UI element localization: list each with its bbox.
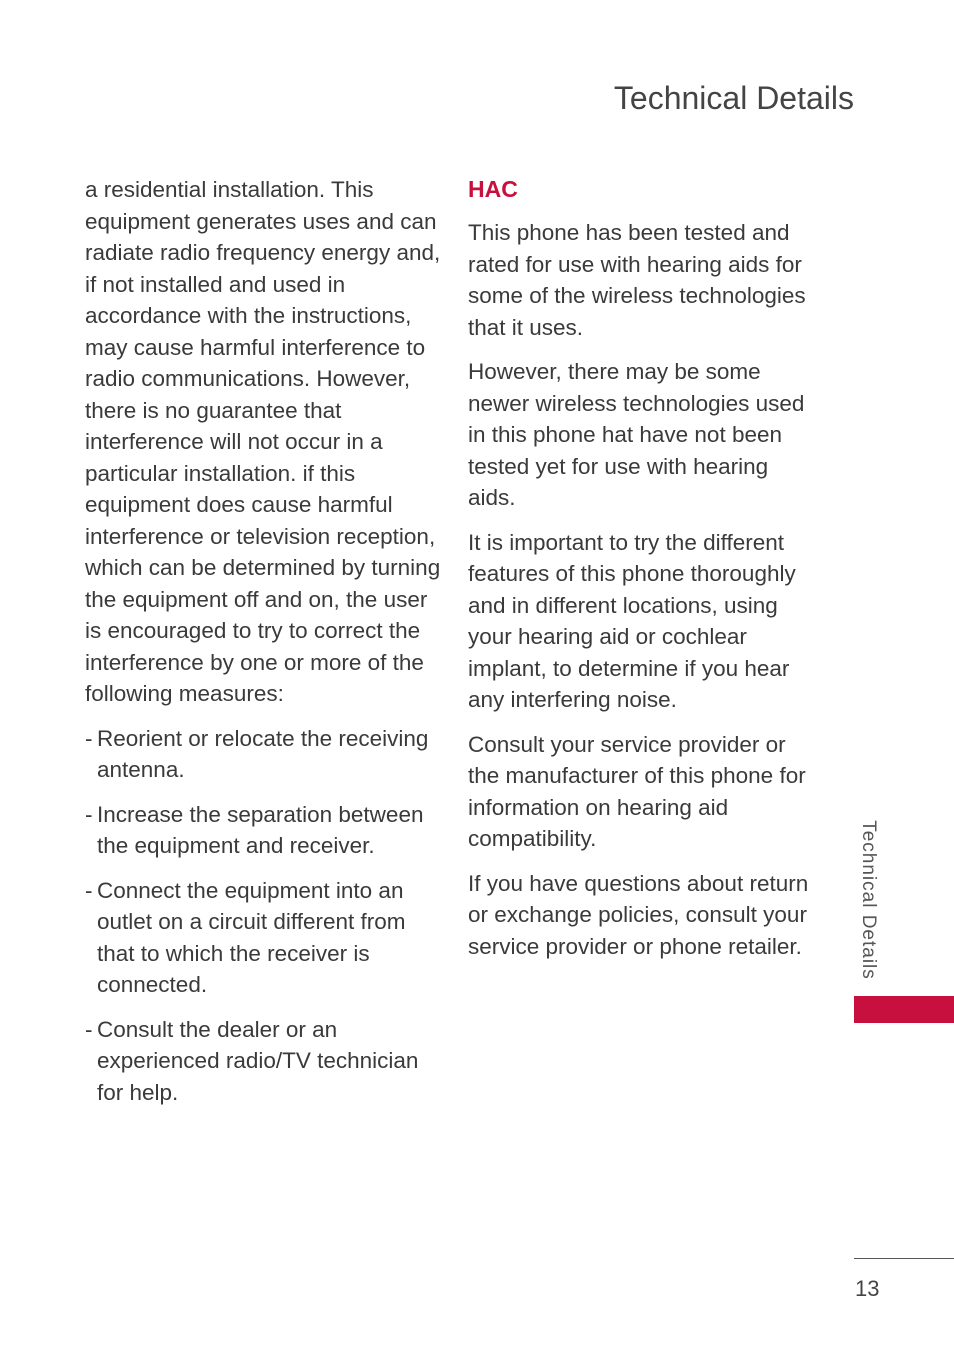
bullet-dash: - — [85, 877, 93, 903]
hac-paragraph: If you have questions about return or exchange policies, consult your service provider or phone retailer. — [468, 870, 809, 959]
footer-divider — [854, 1258, 954, 1259]
list-item — [85, 875, 445, 1001]
hac-paragraph: This phone has been tested and rated for use with hearing aids for some of the wireless technologies that it uses. — [468, 220, 806, 340]
list-item-text: Increase the separation between the equipment and receiver. — [97, 801, 424, 858]
side-tab-label: Technical Details — [858, 820, 879, 980]
left-column — [85, 174, 445, 1121]
list-item-text: Connect the equipment into an outlet on a circuit different from that to which the receiver is connected. — [97, 877, 406, 997]
bullet-dash: - — [85, 1016, 93, 1042]
list-item-text: Reorient or relocate the receiving antenna. — [97, 725, 429, 782]
bullet-dash: - — [85, 801, 93, 827]
side-tab-bar — [854, 996, 954, 1023]
hac-paragraph: It is important to try the different features of this phone thoroughly and in different locations, using your hearing aid or cochlear implant, to determine if you hear any interfering noise. — [468, 529, 796, 712]
list-item — [85, 1014, 445, 1109]
page-title: Technical Details — [613, 80, 854, 116]
bullet-dash: - — [85, 725, 93, 751]
list-item-text: Consult the dealer or an experienced radio/TV technician for help. — [97, 1016, 419, 1105]
hac-heading: HAC — [468, 176, 518, 202]
right-column — [468, 174, 818, 975]
list-item — [85, 723, 445, 786]
hac-paragraph: Consult your service provider or the manufacturer of this phone for information on hearing aid compatibility. — [468, 731, 806, 851]
hac-paragraph: However, there may be some newer wireless technologies used in this phone hat have not been tested yet for use with hearing aids. — [468, 359, 805, 510]
list-item — [85, 799, 445, 862]
page-number: 13 — [855, 1276, 880, 1301]
measures-list — [85, 723, 445, 1109]
intro-paragraph: a residential installation. This equipment generates uses and can radiate radio frequency energy and, if not installed and used in accordance with the instructions, may cause harmful interference to radio communications. However, there is no guarantee that interference will not occur in a particular installation. if this equipment does cause harmful interference or television reception, which can be determined by turning the equipment off and on, the user is encouraged to try to correct the interference by one or more of the following measures: — [85, 177, 441, 706]
